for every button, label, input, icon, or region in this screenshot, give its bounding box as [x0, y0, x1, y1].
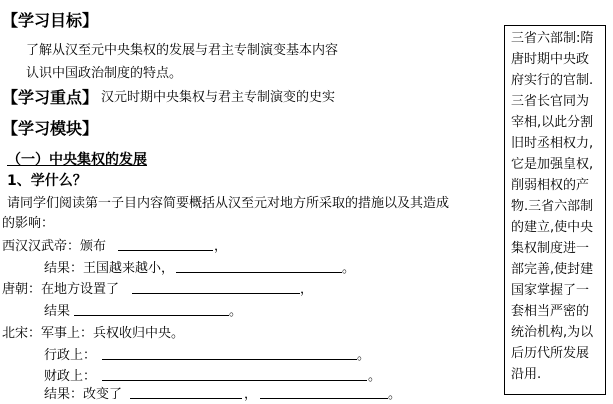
punctuation: 。 — [388, 387, 402, 402]
side-note-line: 三省长官同为 — [511, 94, 590, 109]
punctuation: 。 — [357, 348, 371, 363]
row-result-han: 结果：王国越来越小， — [44, 261, 175, 276]
heading-learning-modules: 【学习模块】 — [2, 119, 99, 138]
side-note-line: 后历代所发展 — [511, 346, 590, 361]
punctuation: 。 — [229, 304, 243, 319]
blank-line — [102, 380, 367, 381]
side-note-box — [504, 25, 606, 395]
punctuation: 。 — [368, 369, 382, 384]
row-administration: 行政上： — [44, 348, 97, 363]
blank-line — [130, 398, 242, 399]
row-northern-song: 北宋：军事上：兵权收归中央。 — [2, 326, 185, 341]
side-note-line: 唐时期中央政 — [511, 52, 590, 67]
blank-line — [102, 359, 357, 360]
side-note-line: 沿用. — [511, 367, 542, 382]
punctuation: ， — [214, 239, 228, 254]
side-note-line: 府实行的官制. — [511, 73, 594, 88]
side-note-line: 集权制度进一 — [511, 241, 590, 256]
side-note-line: 国家掌握了一 — [511, 283, 590, 298]
side-note-line: 削弱相权的产 — [511, 178, 590, 193]
blank-line — [260, 398, 388, 399]
side-note-line: 物.三省六部制 — [511, 199, 594, 214]
side-note-line: 宰相,以此分割 — [511, 115, 594, 130]
row-tang: 唐朝：在地方设置了 — [2, 282, 120, 297]
blank-line — [176, 272, 342, 273]
blank-line — [132, 293, 300, 294]
punctuation: 。 — [342, 261, 356, 276]
punctuation: ， — [244, 387, 258, 402]
side-note-line: 的建立,使中央 — [511, 220, 594, 235]
row-result-song: 结果：改变了 — [44, 387, 123, 402]
instruction-line-1: 请同学们阅读第一子目内容简要概括从汉至元对地方所采取的措施以及其造成 — [7, 196, 450, 211]
goal-line-2: 认识中国政治制度的特点。 — [26, 66, 183, 81]
sub-question: 1、学什么？ — [7, 173, 87, 189]
row-result-tang: 结果 — [44, 304, 71, 319]
blank-line — [74, 315, 229, 316]
section-title: （一）中央集权的发展 — [7, 152, 147, 168]
row-western-han: 西汉汉武帝：颁布 — [2, 239, 107, 254]
punctuation: ， — [300, 282, 314, 297]
blank-line — [118, 250, 213, 251]
side-note-line: 它是加强皇权, — [511, 157, 594, 172]
side-note-line: 三省六部制:隋 — [511, 31, 594, 46]
key-points-text: 汉元时期中央集权与君主专制演变的史实 — [101, 90, 336, 105]
side-note-line: 统治机构,为以 — [511, 325, 594, 340]
side-note-line: 部完善,使封建 — [511, 262, 594, 277]
heading-learning-goals: 【学习目标】 — [2, 11, 99, 30]
goal-line-1: 了解从汉至元中央集权的发展与君主专制演变基本内容 — [26, 43, 339, 58]
side-note-line: 旧时丞相权力, — [511, 136, 594, 151]
instruction-line-2: 的影响： — [2, 216, 55, 231]
heading-key-points: 【学习重点】 — [2, 88, 99, 107]
side-note-line: 套相当严密的 — [511, 304, 590, 319]
row-finance: 财政上： — [44, 369, 97, 384]
